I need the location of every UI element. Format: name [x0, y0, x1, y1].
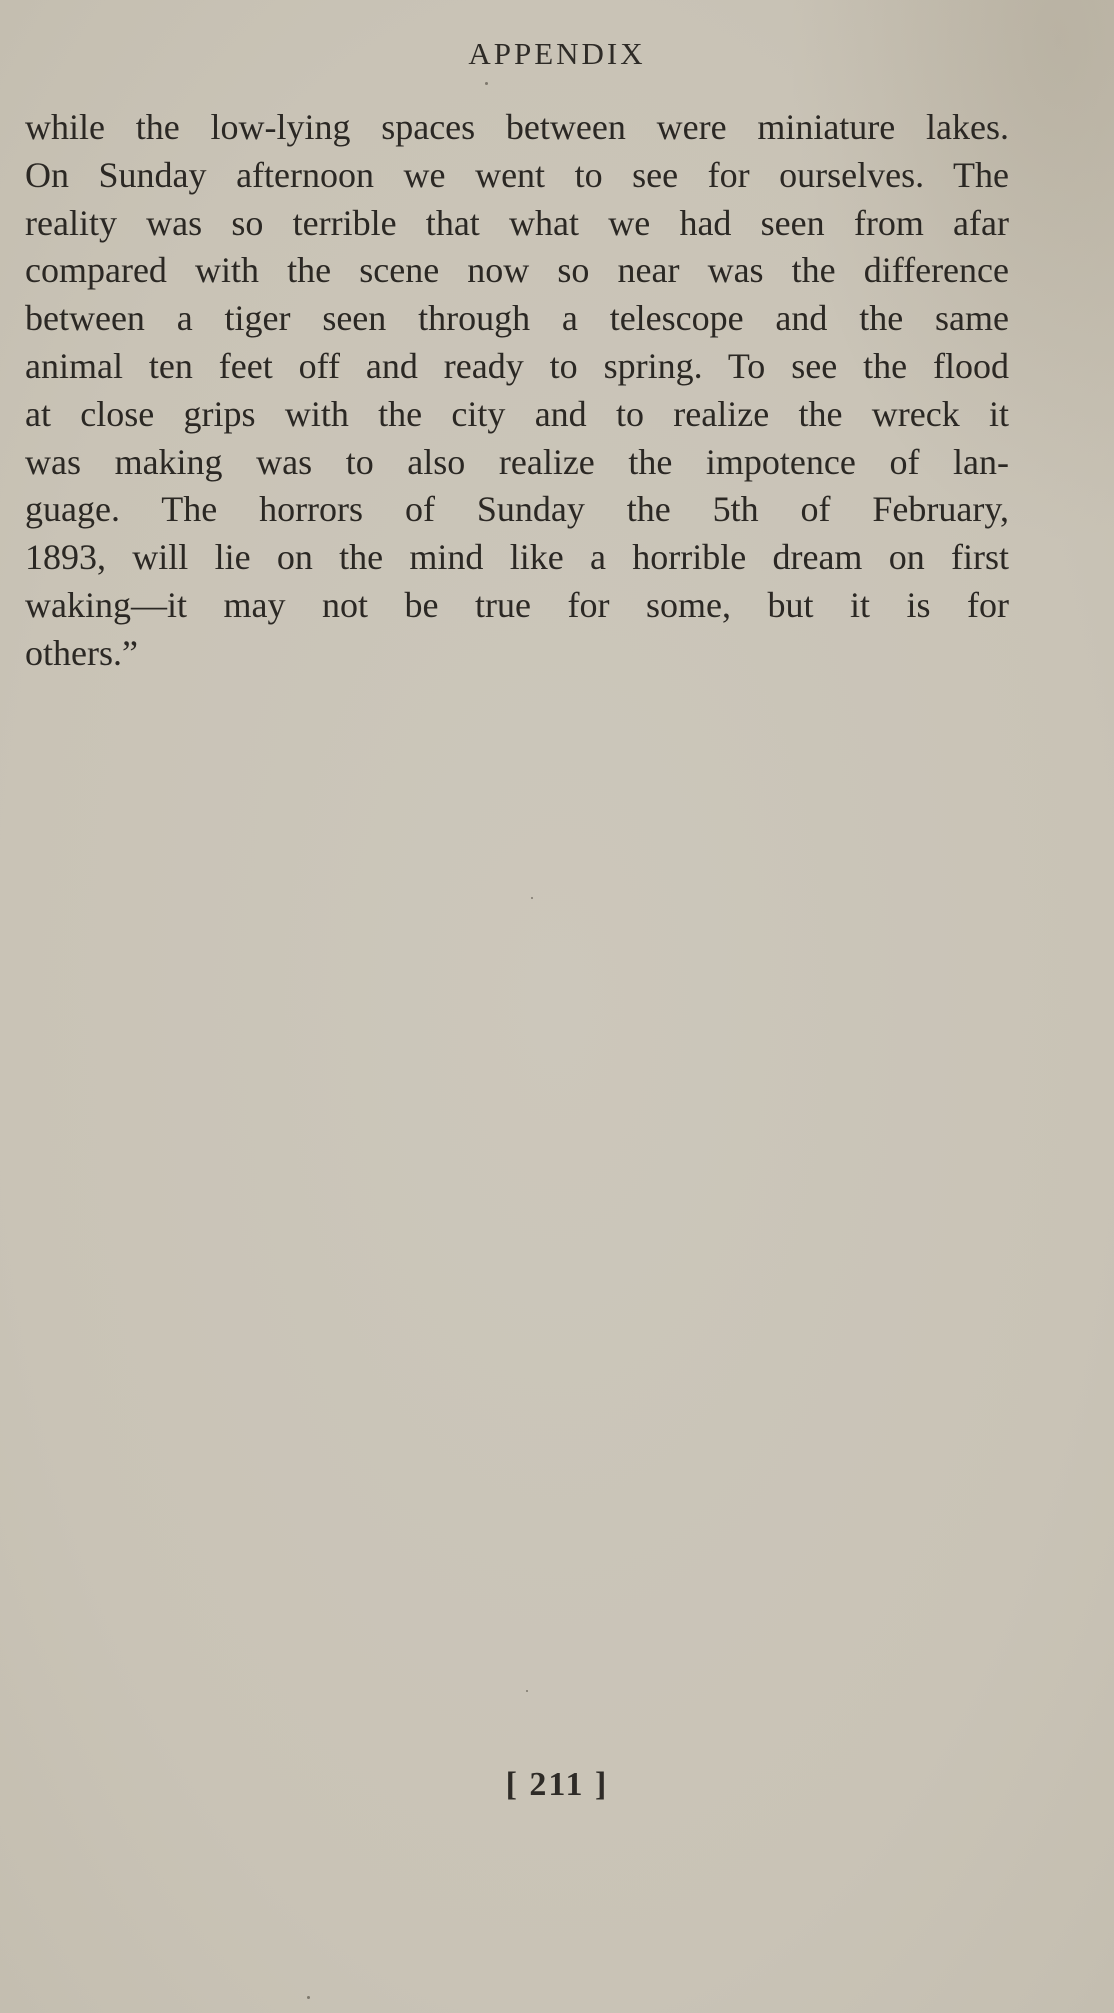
text-line: compared with the scene now so near was the difference [25, 250, 1009, 291]
text-line: others.” [25, 632, 138, 673]
text-line: 1893, will lie on the mind like a horrible dream on first [25, 537, 1009, 578]
ink-speck [307, 1996, 310, 1999]
ink-speck [531, 897, 533, 899]
text-line: animal ten feet off and ready to spring. To see the flood [25, 345, 1009, 386]
ink-speck [485, 82, 488, 85]
text-line: On Sunday afternoon we went to see for ourselves. The [25, 154, 1009, 195]
body-paragraph [25, 104, 1009, 678]
text-line: at close grips with the city and to realize the wreck it [25, 393, 1009, 434]
page-number: [ 211 ] [505, 1766, 609, 1803]
text-line: guage. The horrors of Sunday the 5th of February, [25, 489, 1009, 530]
text-line: between a tiger seen through a telescope and the same [25, 298, 1009, 339]
text-line: waking—it may not be true for some, but it is for [25, 584, 1009, 625]
text-line: was making was to also realize the impotence of lan- [25, 441, 1009, 482]
running-head: APPENDIX [468, 36, 646, 71]
text-line: reality was so terrible that what we had seen from afar [25, 202, 1009, 243]
text-line: while the low-lying spaces between were miniature lakes. [25, 107, 1009, 147]
ink-speck [526, 1690, 528, 1692]
